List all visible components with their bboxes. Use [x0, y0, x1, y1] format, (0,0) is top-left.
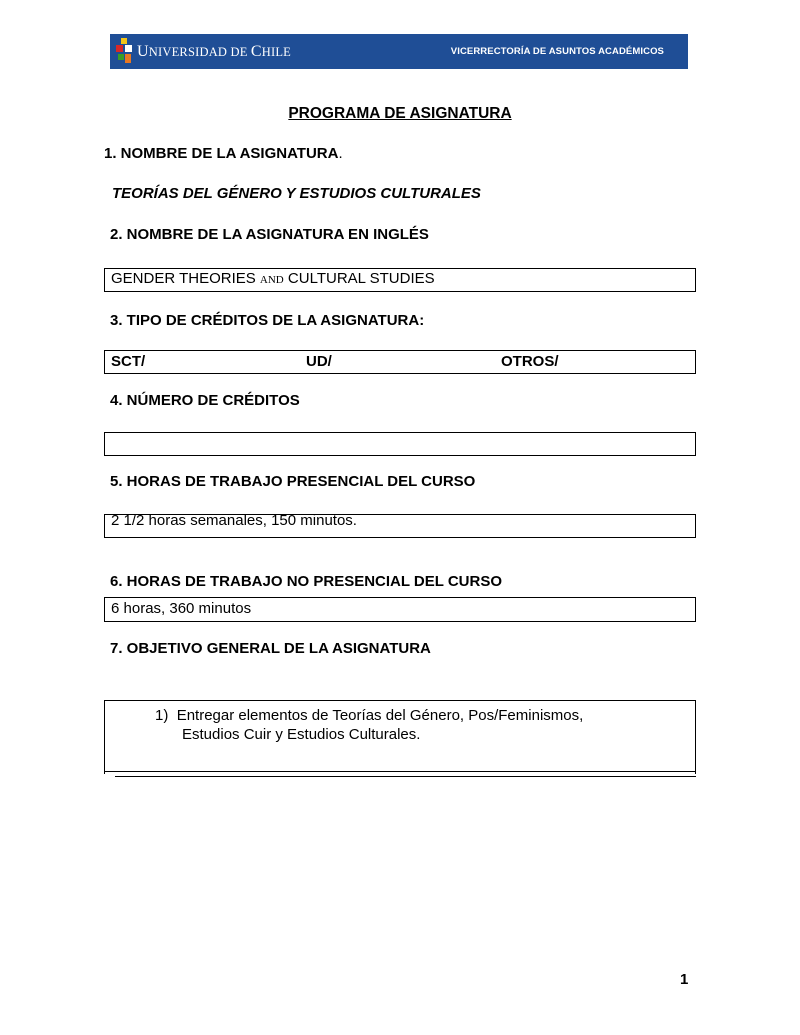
section-2-heading: 2. NOMBRE DE LA ASIGNATURA EN INGLÉS — [110, 226, 429, 243]
english-name-box — [104, 268, 696, 292]
office-name: VICERRECTORÍA DE ASUNTOS ACADÉMICOS — [450, 46, 664, 57]
document-title: PROGRAMA DE ASIGNATURA — [288, 105, 512, 122]
objective-item-1-continued: Estudios Cuir y Estudios Culturales. — [182, 726, 421, 743]
otros-label: OTROS/ — [501, 353, 559, 370]
objective-box-bottom-rule-2 — [115, 776, 696, 777]
in-person-hours-box — [104, 514, 696, 538]
section-3-heading: 3. TIPO DE CRÉDITOS DE LA ASIGNATURA: — [110, 312, 425, 329]
ud-label: UD/ — [306, 353, 332, 370]
remote-hours-value: 6 horas, 360 minutos — [111, 600, 252, 617]
university-crest-icon — [116, 38, 132, 64]
objective-box-bottom-rule — [104, 771, 696, 772]
section-7-heading: 7. OBJETIVO GENERAL DE LA ASIGNATURA — [110, 640, 431, 657]
sct-label: SCT/ — [111, 353, 146, 370]
section-5-heading: 5. HORAS DE TRABAJO PRESENCIAL DEL CURSO — [110, 473, 476, 490]
english-name-value: GENDER THEORIES AND CULTURAL STUDIES — [111, 270, 435, 287]
objective-item-1: 1) Entregar elementos de Teorías del Género, Pos/Feminismos, — [155, 707, 584, 724]
remote-hours-box — [104, 597, 696, 622]
header-banner — [110, 34, 688, 69]
section-4-heading: 4. NÚMERO DE CRÉDITOS — [110, 392, 300, 409]
institution-name: UNIVERSIDAD DE CHILE — [137, 43, 292, 60]
credit-type-box — [104, 350, 696, 374]
in-person-hours-value: 2 1/2 horas semanales, 150 minutos. — [111, 512, 357, 529]
credit-number-box — [104, 432, 696, 456]
section-1-heading: 1. NOMBRE DE LA ASIGNATURA. — [104, 145, 343, 162]
page-number: 1 — [680, 971, 689, 988]
section-6-heading: 6. HORAS DE TRABAJO NO PRESENCIAL DEL CURSO — [110, 573, 502, 590]
course-name: TEORÍAS DEL GÉNERO Y ESTUDIOS CULTURALES — [112, 185, 481, 202]
